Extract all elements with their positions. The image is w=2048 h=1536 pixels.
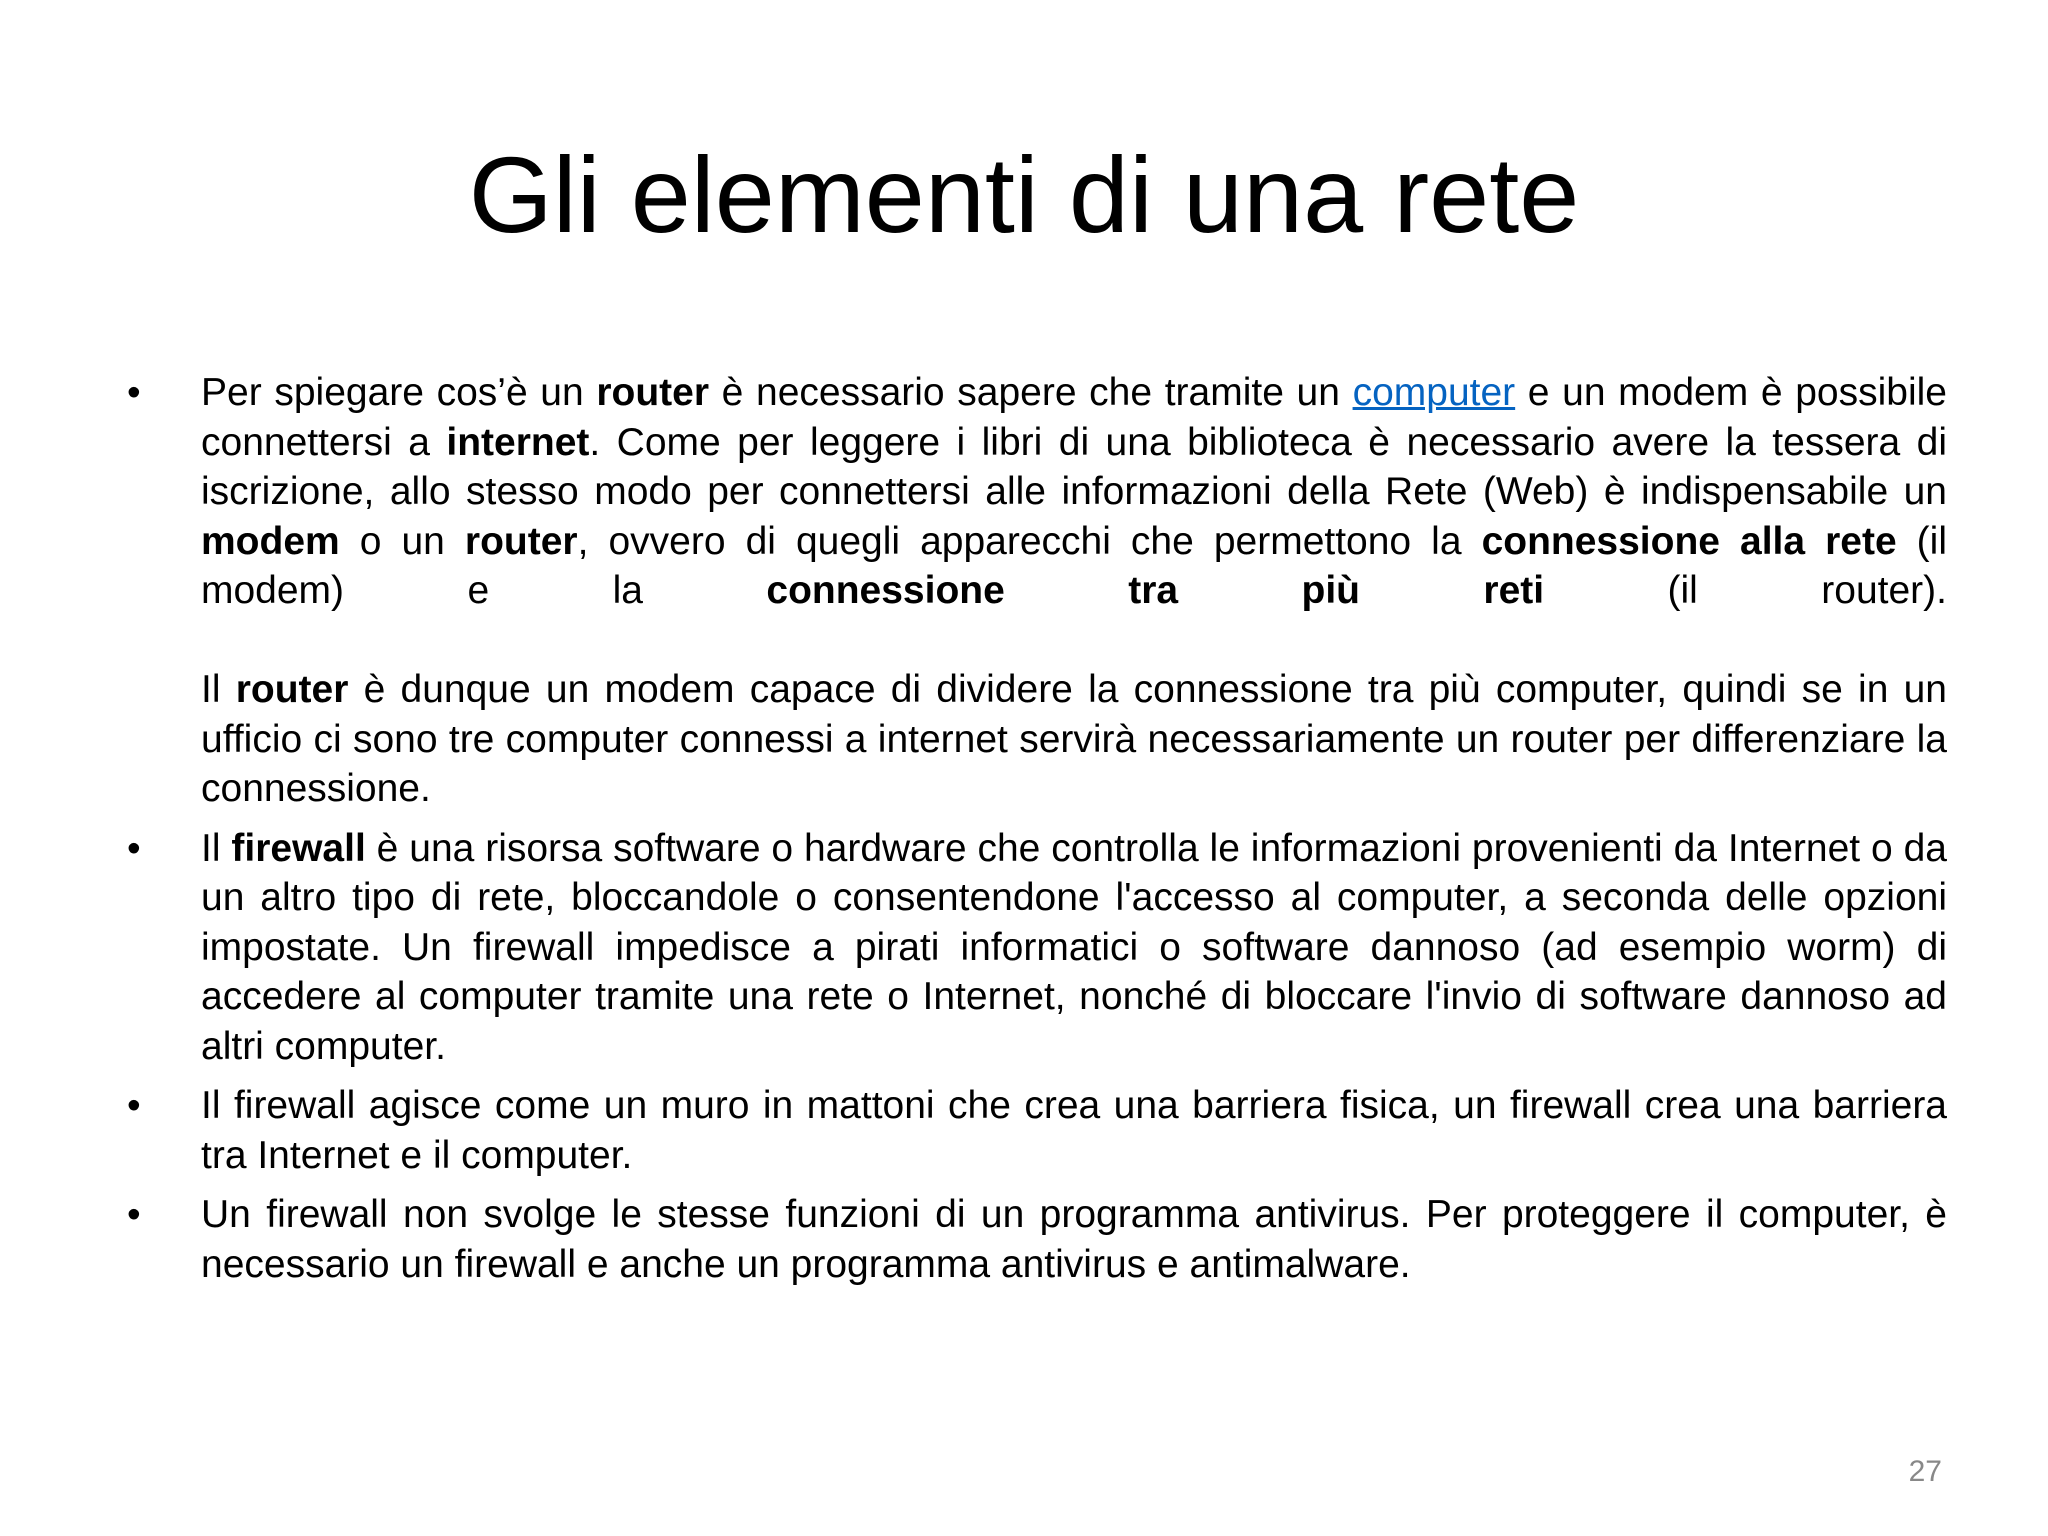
bullet-icon: • xyxy=(127,1193,141,1236)
bullet-item-firewall-analogy xyxy=(115,1081,1947,1180)
bold-term: internet xyxy=(446,420,590,464)
text-run: è una risorsa software o hardware che controlla le informazioni provenienti da Internet o da un altro tipo di rete, bloccandole o consentendone l'accesso al computer, a seconda delle opzioni impostate. Un firewall impedisce a pirati informatici o software dannoso (ad esempio worm) di accedere al computer tramite una rete o Internet, nonché di bloccare l'invio di software dannoso ad altri computer. xyxy=(201,826,1947,1068)
bullet-icon: • xyxy=(127,371,141,414)
bold-term: connessione tra più reti xyxy=(766,569,1545,612)
firewall-antivirus-text: Un firewall non svolge le stesse funzioni di un programma antivirus. Per proteggere il computer, è necessario un firewall e anche un programma antivirus e antimalware. xyxy=(201,1193,1947,1286)
text-run: Il xyxy=(201,668,236,711)
text-run: o un xyxy=(339,519,465,563)
bullet-list xyxy=(115,368,1947,1299)
page-number: 27 xyxy=(1908,1455,1942,1488)
firewall-paragraph xyxy=(201,824,1947,1072)
bold-term: firewall xyxy=(231,826,366,870)
text-run: e un modem è possibile connettersi a xyxy=(201,371,1947,464)
bullet-icon: • xyxy=(127,826,141,870)
bold-term: connessione alla rete xyxy=(1481,519,1897,563)
computer-link[interactable]: computer xyxy=(1352,371,1516,414)
router-paragraph-2 xyxy=(201,665,1947,814)
bold-term: modem xyxy=(201,519,340,563)
bold-term: router xyxy=(464,519,578,563)
bullet-item-firewall-vs-antivirus xyxy=(115,1190,1947,1289)
firewall-analogy-text: Il firewall agisce come un muro in mattoni che crea una barriera fisica, un firewall crea una barriera tra Internet e il computer. xyxy=(201,1084,1947,1177)
text-run: Il xyxy=(201,826,232,870)
text-run: è necessario sapere che tramite un xyxy=(709,371,1353,414)
text-run: è dunque un modem capace di dividere la connessione tra più computer, quindi se in un ufficio ci sono tre computer connessi a internet servirà necessariamente un router per differenziare la connessione. xyxy=(201,668,1947,810)
bold-term: router xyxy=(596,371,710,414)
bullet-item-router xyxy=(115,368,1947,814)
slide-title: Gli elementi di una rete xyxy=(468,134,1580,255)
paragraph-gap xyxy=(201,616,1947,666)
text-run: . Come per leggere i libri di una biblioteca è necessario avere la tessera di iscrizione, allo stesso modo per connettersi alle informazioni della Rete (Web) è indispensabile un xyxy=(201,420,1947,513)
bold-term: router xyxy=(235,668,349,711)
text-run: , ovvero di quegli apparecchi che permettono la xyxy=(577,519,1482,563)
text-run: (il router). xyxy=(1544,569,1947,612)
text-run: (il modem) e la xyxy=(201,519,1947,612)
router-paragraph-1 xyxy=(201,368,1947,616)
bullet-item-firewall-definition xyxy=(115,824,1947,1072)
text-run: Per spiegare cos’è un xyxy=(201,371,597,414)
bullet-icon: • xyxy=(127,1084,141,1127)
